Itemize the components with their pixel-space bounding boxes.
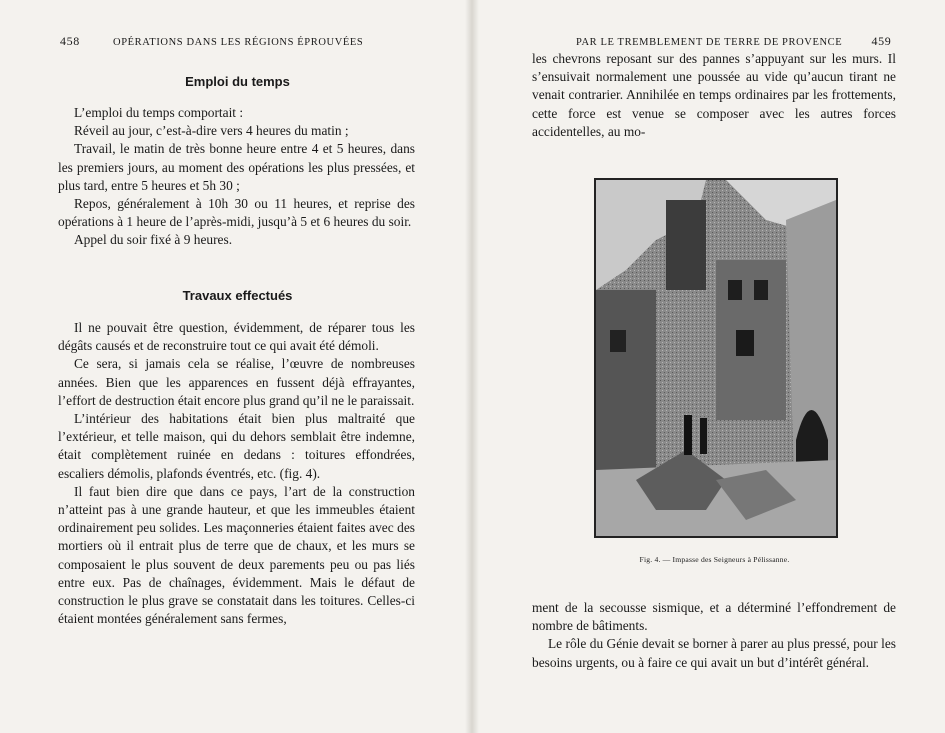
schedule-line: L’emploi du temps comportait : bbox=[74, 105, 244, 120]
right-page bbox=[472, 0, 945, 733]
works-paragraph: Il ne pouvait être question, évidemment, de réparer tous les dégâts causés et de reconstruire tout ce qui avait été démoli. bbox=[58, 320, 415, 354]
left-running-head: OPÉRATIONS DANS LES RÉGIONS ÉPROUVÉES bbox=[113, 37, 364, 48]
street-ruins-illustration bbox=[596, 180, 836, 536]
schedule-line: Travail, le matin de très bonne heure entre 4 et 5 heures, dans les premiers jours, au moment des opérations les plus pressées, et plus tard, entre 5 heures et 5h 30 ; bbox=[58, 141, 415, 193]
figure-caption: Fig. 4. — Impasse des Seigneurs à Pélissanne. bbox=[639, 555, 790, 564]
left-page bbox=[0, 0, 472, 733]
right-running-head: PAR LE TREMBLEMENT DE TERRE DE PROVENCE bbox=[576, 37, 843, 48]
schedule-text bbox=[58, 104, 415, 250]
body-paragraph: ment de la secousse sismique, et a déterminé l’effondrement de nombre de bâtiments. bbox=[532, 600, 896, 634]
left-page-number: 458 bbox=[60, 34, 80, 48]
schedule-line: Réveil au jour, c’est-à-dire vers 4 heures du matin ; bbox=[74, 123, 349, 139]
works-text bbox=[58, 319, 415, 628]
right-page-number: 459 bbox=[871, 34, 892, 48]
body-paragraph: Le rôle du Génie devait se borner à parer au plus pressé, pour les besoins urgents, ou à faire ce qui avait un but d’intérêt général. bbox=[532, 636, 896, 670]
schedule-line: Repos, généralement à 10h 30 ou 11 heures, et reprise des opérations à 1 heure de l’après-midi, jusqu’à 5 et 6 heures du soir. bbox=[58, 196, 415, 230]
left-running-header bbox=[60, 34, 363, 49]
heading-travaux-effectues: Travaux effectués bbox=[182, 288, 293, 303]
works-paragraph: Ce sera, si jamais cela se réalise, l’œuvre de nombreuses années. Bien que les apparences en fussent déjà effrayantes, l’effort de destruction était encore plus grand qu’il ne le paraissait. bbox=[58, 356, 415, 408]
schedule-line: Appel du soir fixé à 9 heures. bbox=[74, 232, 233, 248]
works-paragraph: L’intérieur des habitations était bien plus maltraité que l’extérieur, et telle maison, qui du dehors semblait être indemne, était complètement ruinée en dedans : toitures effondrées, escaliers démolis, plafonds éventrés, etc. (fig. 4). bbox=[58, 411, 415, 481]
continued-paragraph: les chevrons reposant sur des pannes s’appuyant sur les murs. Il s’ensuivait normalement une poussée au vide qu’aucun tirant ne venait contrarier. Annihilée en temps ordinaires par les frottements, cette force est venue se composer avec les autres forces accidentelles, au mo- bbox=[532, 51, 896, 139]
works-paragraph: Il faut bien dire que dans ce pays, l’art de la construction n’atteint pas à une grande hauteur, et que les immeubles étaient ordinairement peu solides. Les maçonneries étaient faites avec des mortiers où il entrait plus de terre que de chaux, et les murs se composaient le plus souvent de deux parements peu ou pas liés entre eux. Pas de chaînages, évidemment. Mais le défaut de construction le plus grave se constatait dans les toitures. Celles-ci étaient montées généralement sans fermes, bbox=[58, 483, 415, 627]
heading-emploi-du-temps: Emploi du temps bbox=[185, 74, 290, 89]
figure-photograph bbox=[594, 178, 838, 538]
right-running-header bbox=[576, 34, 891, 49]
bottom-text bbox=[532, 599, 896, 672]
top-paragraph bbox=[532, 50, 896, 141]
